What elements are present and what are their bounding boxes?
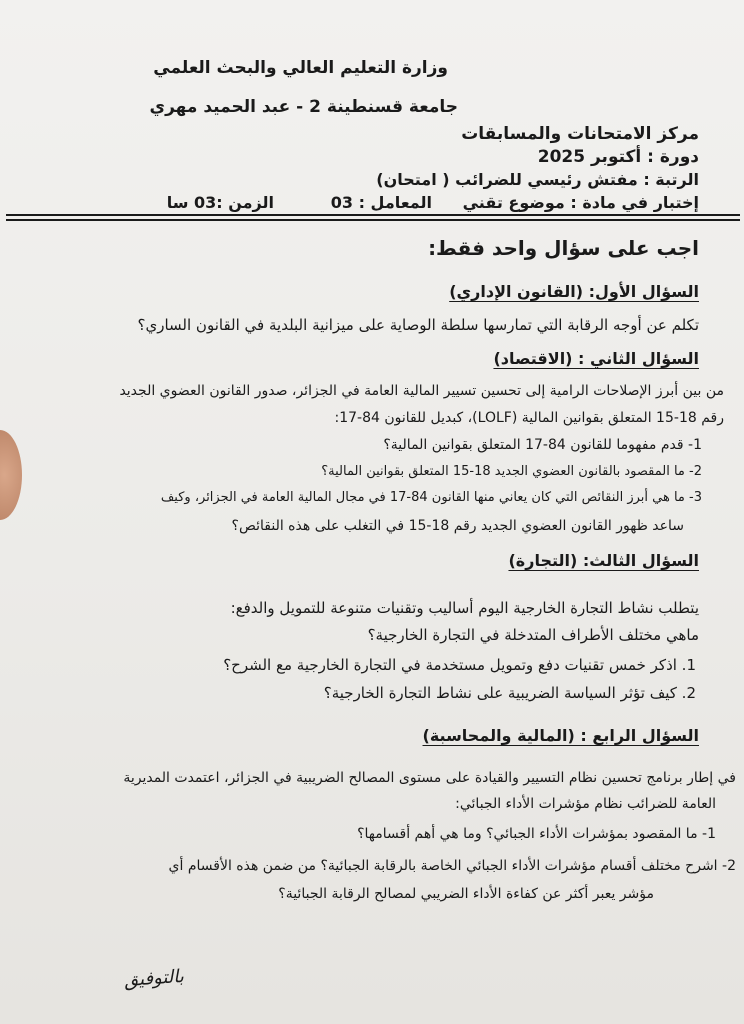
q1-text: تكلم عن أوجه الرقابة التي تمارسها سلطة الوصاية على ميزانية البلدية في القانون الساري؟ bbox=[137, 316, 699, 334]
q4-item-1: 1- ما المقصود بمؤشرات الأداء الجبائي؟ وما هي أهم أقسامها؟ bbox=[357, 826, 716, 842]
q3-intro-line1: يتطلب نشاط التجارة الخارجية اليوم أساليب وتقنيات متنوعة للتمويل والدفع: bbox=[230, 599, 699, 617]
q4-intro-line1: في إطار برنامج تحسين نظام التسيير والقيادة على مستوى المصالح الضريبية في الجزائر، اعتمدت المديرية bbox=[123, 770, 736, 786]
header-divider-top bbox=[6, 214, 740, 216]
q3-item-2: 2. كيف تؤثر السياسة الضريبية على نشاط التجارة الخارجية؟ bbox=[323, 684, 696, 702]
exam-center: مركز الامتحانات والمسابقات bbox=[461, 124, 699, 144]
q4-item-2-line2: مؤشر يعبر أكثر عن كفاءة الأداء الضريبي لمصالح الرقابة الجبائية؟ bbox=[278, 886, 654, 902]
exam-session: دورة : أكتوبر 2025 bbox=[537, 147, 699, 167]
exam-duration: الزمن :03 سا bbox=[166, 193, 274, 212]
q2-item-3-line1: 3- ما هي أبرز النقائص التي كان يعاني منها القانون 84-17 في مجال المالية العامة في الجزائر، وكيف bbox=[160, 490, 702, 505]
q2-intro-line2: رقم 18-15 المتعلق بقوانين المالية (LOLF)، كبديل للقانون 84-17: bbox=[334, 410, 724, 426]
q4-item-2-line1: 2- اشرح مختلف أقسام مؤشرات الأداء الجبائي الخاصة بالرقابة الجبائية؟ من ضمن هذه الأقسام أي bbox=[168, 858, 736, 874]
q2-item-2: 2- ما المقصود بالقانون العضوي الجديد 18-15 المتعلق بقوانين المالية؟ bbox=[321, 464, 702, 479]
candidate-rank: الرتبة : مفتش رئيسي للضرائب ( امتحان) bbox=[376, 170, 699, 189]
instruction: اجب على سؤال واحد فقط: bbox=[428, 236, 699, 260]
q3-intro-line2: ماهي مختلف الأطراف المتدخلة في التجارة الخارجية؟ bbox=[367, 626, 699, 644]
exam-subject: إختبار في مادة : موضوع تقني bbox=[462, 193, 699, 212]
q2-title: السؤال الثاني : (الاقتصاد) bbox=[493, 349, 699, 368]
ministry-name: وزارة التعليم العالي والبحث العلمي bbox=[153, 58, 448, 78]
q2-intro-line1: من بين أبرز الإصلاحات الرامية إلى تحسين تسيير المالية العامة في الجزائر، صدور القانون العضوي الجديد bbox=[119, 383, 724, 399]
q4-title: السؤال الرابع : (المالية والمحاسبة) bbox=[422, 726, 699, 745]
closing-good-luck: بالتوفيق bbox=[123, 965, 185, 992]
header-divider-bottom bbox=[6, 219, 740, 221]
q4-intro-line2: العامة للضرائب نظام مؤشرات الأداء الجبائي: bbox=[455, 796, 716, 812]
q3-title: السؤال الثالث: (التجارة) bbox=[508, 551, 699, 570]
university-name: جامعة قسنطينة 2 - عبد الحميد مهري bbox=[149, 97, 458, 117]
q2-item-3-line2: ساعد ظهور القانون العضوي الجديد رقم 18-15 في التغلب على هذه النقائص؟ bbox=[231, 518, 684, 534]
q3-item-1: 1. اذكر خمس تقنيات دفع وتمويل مستخدمة في التجارة الخارجية مع الشرح؟ bbox=[223, 656, 696, 674]
q1-title: السؤال الأول: (القانون الإداري) bbox=[449, 282, 699, 301]
q2-item-1: 1- قدم مفهوما للقانون 84-17 المتعلق بقوانين المالية؟ bbox=[383, 437, 702, 453]
exam-coefficient: المعامل : 03 bbox=[330, 193, 432, 212]
